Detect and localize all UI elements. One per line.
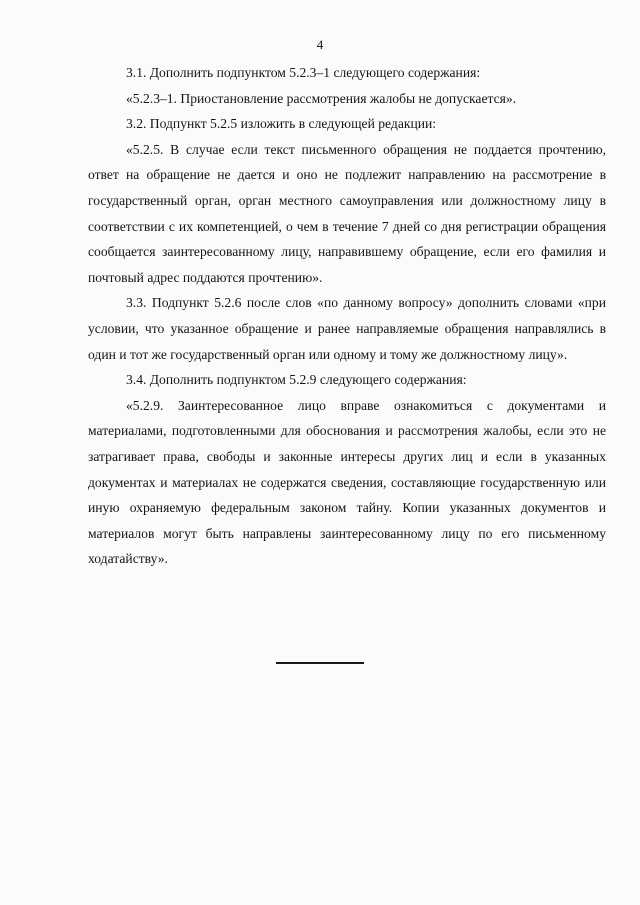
paragraph-5-2-9: «5.2.9. Заинтересованное лицо вправе ознакомиться с документами и материалами, подготовленными для обоснования и рассмотрения жалобы, если это не затрагивает права, свободы и законные интересы других лиц и если в указанных документах и материалах не содержатся сведения, составляющие государственную или иную охраняемую федеральным законом тайну. Копии указанных документов и материалов могут быть направлены заинтересованному лицу по его письменному ходатайству». bbox=[88, 397, 606, 567]
end-separator-line bbox=[276, 662, 364, 664]
document-body bbox=[88, 60, 606, 572]
paragraph-5-2-3-1: «5.2.3–1. Приостановление рассмотрения жалобы не допускается». bbox=[126, 90, 517, 106]
page-number: 4 bbox=[316, 37, 324, 52]
paragraph-5-2-5: «5.2.5. В случае если текст письменного обращения не поддается прочтению, ответ на обращение не дается и оно не подлежит направлению на рассмотрение в государственный орган, орган местного самоуправления или должностному лицу в соответствии с их компетенцией, о чем в течение 7 дней со дня регистрации обращения сообщается заинтересованному лицу, направившему обращение, если его фамилия и почтовый адрес поддаются прочтению». bbox=[88, 141, 606, 285]
paragraph-3-3: 3.3. Подпункт 5.2.6 после слов «по данному вопросу» дополнить словами «при условии, что указанное обращение и ранее направляемые обращения направлялись в один и тот же государственный орган или одному и тому же должностному лицу». bbox=[88, 295, 606, 362]
paragraph-3-2: 3.2. Подпункт 5.2.5 изложить в следующей редакции: bbox=[126, 116, 437, 132]
paragraph-3-4: 3.4. Дополнить подпунктом 5.2.9 следующего содержания: bbox=[126, 372, 467, 388]
paragraph-3-1: 3.1. Дополнить подпунктом 5.2.3–1 следующего содержания: bbox=[126, 65, 481, 80]
